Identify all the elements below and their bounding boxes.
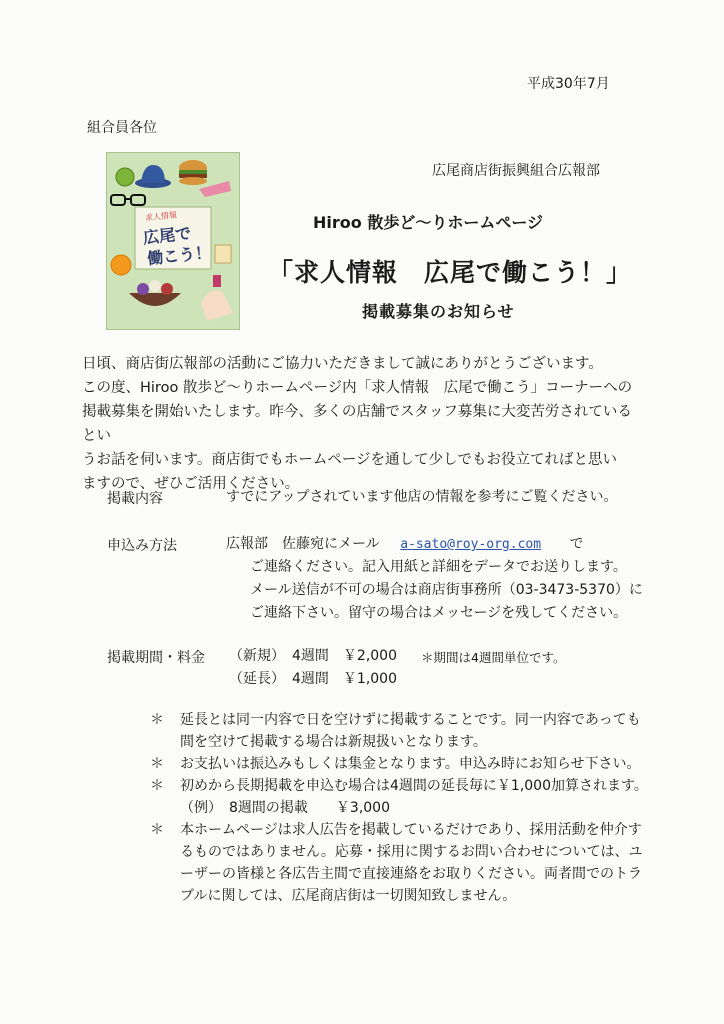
sender-line: 広尾商店街振興組合広報部 [432, 163, 600, 179]
poster-heading-1: 広尾で [142, 223, 192, 248]
intro-line: うお話を伺います。商店街でもホームページを通して少しでもお役立てればと思い [82, 452, 618, 468]
apply-line-4: ご連絡下さい。留守の場合はメッセージを残してください。 [250, 605, 628, 621]
apply-label: 申込み方法 [107, 538, 177, 554]
orange-icon [111, 255, 131, 275]
intro-line: 日頃、商店街広報部の活動にご協力いただきまして誠にありがとうございます。 [82, 356, 603, 372]
kiwi-icon [116, 168, 134, 186]
note-bullet: ＊ [150, 712, 164, 728]
apply-line-1-text: 広報部 佐藤宛にメール [226, 536, 380, 552]
period-ext: （延長） 4週間 ￥1,000 [229, 671, 397, 687]
note-text: 本ホームページは求人広告を掲載しているだけであり、採用活動を仲介するものではありません。応募・採用に関するお問い合わせについては、ユーザーの皆様と各広告主間で直接連絡をお取りください。両者間でのトラブルに関しては、広尾商店街は一切関知致しません。 [180, 822, 643, 904]
intro-line: ますので、ぜひご活用ください。 [82, 476, 300, 492]
period-label: 掲載期間・料金 [107, 650, 205, 666]
content-value: すでにアップされています他店の情報を参考にご覧ください。 [226, 489, 618, 505]
document-date: 平成30年7月 [527, 76, 610, 92]
content-label: 掲載内容 [107, 491, 163, 507]
poster-heading-2: 働こう！ [146, 242, 212, 269]
poster-tag: 求人情報 [144, 210, 178, 223]
apply-line-3: メール送信が不可の場合は商店街事務所（03-3473-5370）に [250, 582, 643, 598]
recipient-line: 組合員各位 [87, 120, 157, 136]
intro-paragraph [82, 352, 642, 496]
nail-polish-icon [213, 275, 221, 287]
note-bullet: ＊ [150, 756, 164, 772]
poster-image [106, 152, 240, 330]
subtitle: Hiroo 散歩ど〜りホームページ [313, 213, 544, 232]
period-note: ＊期間は4週間単位です。 [421, 650, 566, 665]
notice-title: 掲載募集のお知らせ [362, 302, 515, 321]
intro-line: 掲載募集を開始いたします。昨今、多くの店舗でスタッフ募集に大変苦労されているとい [82, 404, 632, 444]
apply-line-1-end: で [569, 536, 584, 552]
note-text: お支払いは振込みもしくは集金となります。申込み時にお知らせ下さい。 [180, 756, 641, 772]
note-text: 延長とは同一内容で日を空けずに掲載することです。同一内容であっても間を空けて掲載する場合は新規扱いとなります。 [180, 712, 641, 750]
note-item [150, 775, 669, 819]
intro-line: この度、Hiroo 散歩ど〜りホームページ内「求人情報 広尾で働こう」コーナーへの [82, 380, 633, 396]
note-item [150, 819, 650, 907]
period-new: （新規） 4週間 ￥2,000 [229, 648, 397, 664]
notes-list [150, 709, 669, 907]
note-item [150, 753, 650, 775]
apply-line-1 [226, 533, 584, 556]
note-item [150, 709, 650, 753]
note-bullet: ＊ [150, 778, 164, 794]
cup-icon [215, 245, 231, 263]
apply-line-2: ご連絡ください。記入用紙と詳細をデータでお送りします。 [250, 559, 627, 575]
main-title: 「求人情報 広尾で働こう！」 [268, 258, 633, 287]
note-bullet: ＊ [150, 822, 164, 838]
email-link[interactable]: a-sato@roy-org.com [400, 537, 542, 552]
note-text: 初めから長期掲載を申込む場合は4週間の延長毎に￥1,000加算されます。 （例） 8週間の掲載 ￥3,000 [180, 778, 669, 816]
